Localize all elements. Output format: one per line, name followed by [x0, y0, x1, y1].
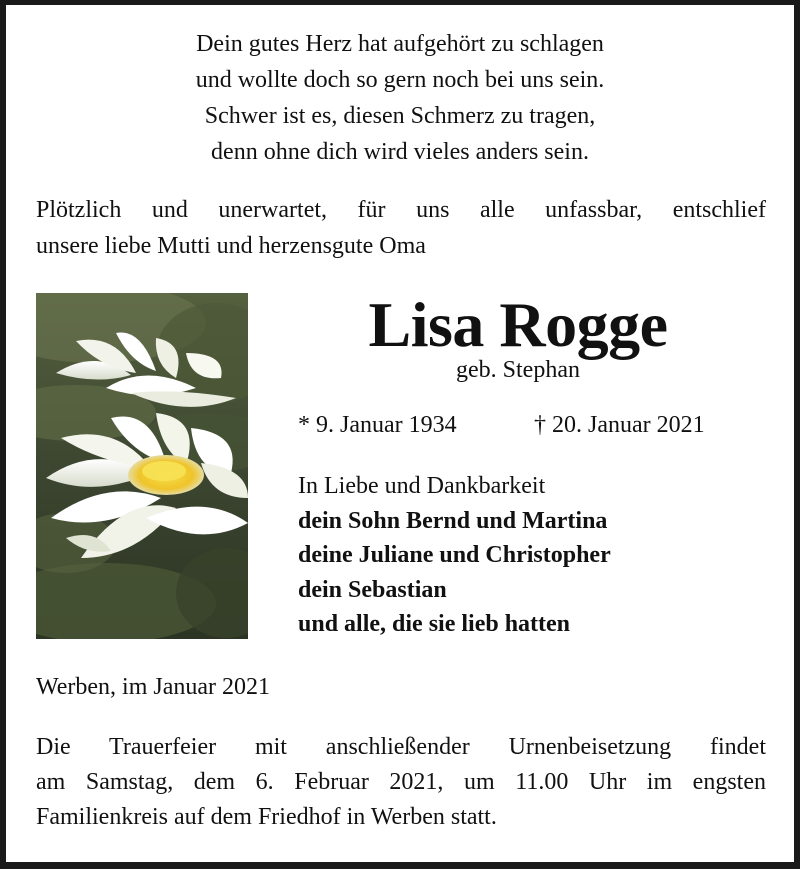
announcement-intro [36, 192, 766, 264]
birth-date: * 9. Januar 1934 [298, 412, 457, 438]
mourners-intro: In Liebe und Dankbarkeit [298, 473, 546, 499]
mourner-line: deine Juliane und Christopher [298, 542, 611, 568]
service-line: Die Trauerfeier mit anschließender Urnenbeisetzung findet [36, 734, 766, 760]
birth-name: geb. Stephan [456, 357, 580, 383]
mourner-line: dein Sebastian [298, 576, 447, 603]
mourner-line: und alle, die sie lieb hatten [298, 611, 571, 637]
place-and-date: Werben, im Januar 2021 [36, 674, 270, 700]
mourner-line: dein Sohn Bernd und Martina [298, 507, 608, 534]
deceased-name: Lisa Rogge [368, 289, 668, 360]
service-line: am Samstag, dem 6. Februar 2021, um 11.00 Uhr im engsten [36, 769, 766, 795]
poem-line: Dein gutes Herz hat aufgehört zu schlagen [196, 31, 604, 57]
service-info [36, 730, 766, 835]
service-line: Familienkreis auf dem Friedhof in Werben statt. [36, 804, 497, 830]
poem-line: Schwer ist es, diesen Schmerz zu tragen, [204, 103, 596, 129]
water-lily-photo [36, 293, 248, 639]
intro-line: Plötzlich und unerwartet, für uns alle unfassbar, entschlief [36, 197, 766, 223]
poem-line: und wollte doch so gern noch bei uns sein. [195, 67, 605, 93]
poem-line: denn ohne dich wird vieles anders sein. [211, 139, 589, 165]
death-date: † 20. Januar 2021 [534, 412, 705, 438]
poem [0, 26, 800, 170]
intro-line: unsere liebe Mutti und herzensgute Oma [36, 233, 426, 259]
mourners-block [298, 469, 758, 642]
